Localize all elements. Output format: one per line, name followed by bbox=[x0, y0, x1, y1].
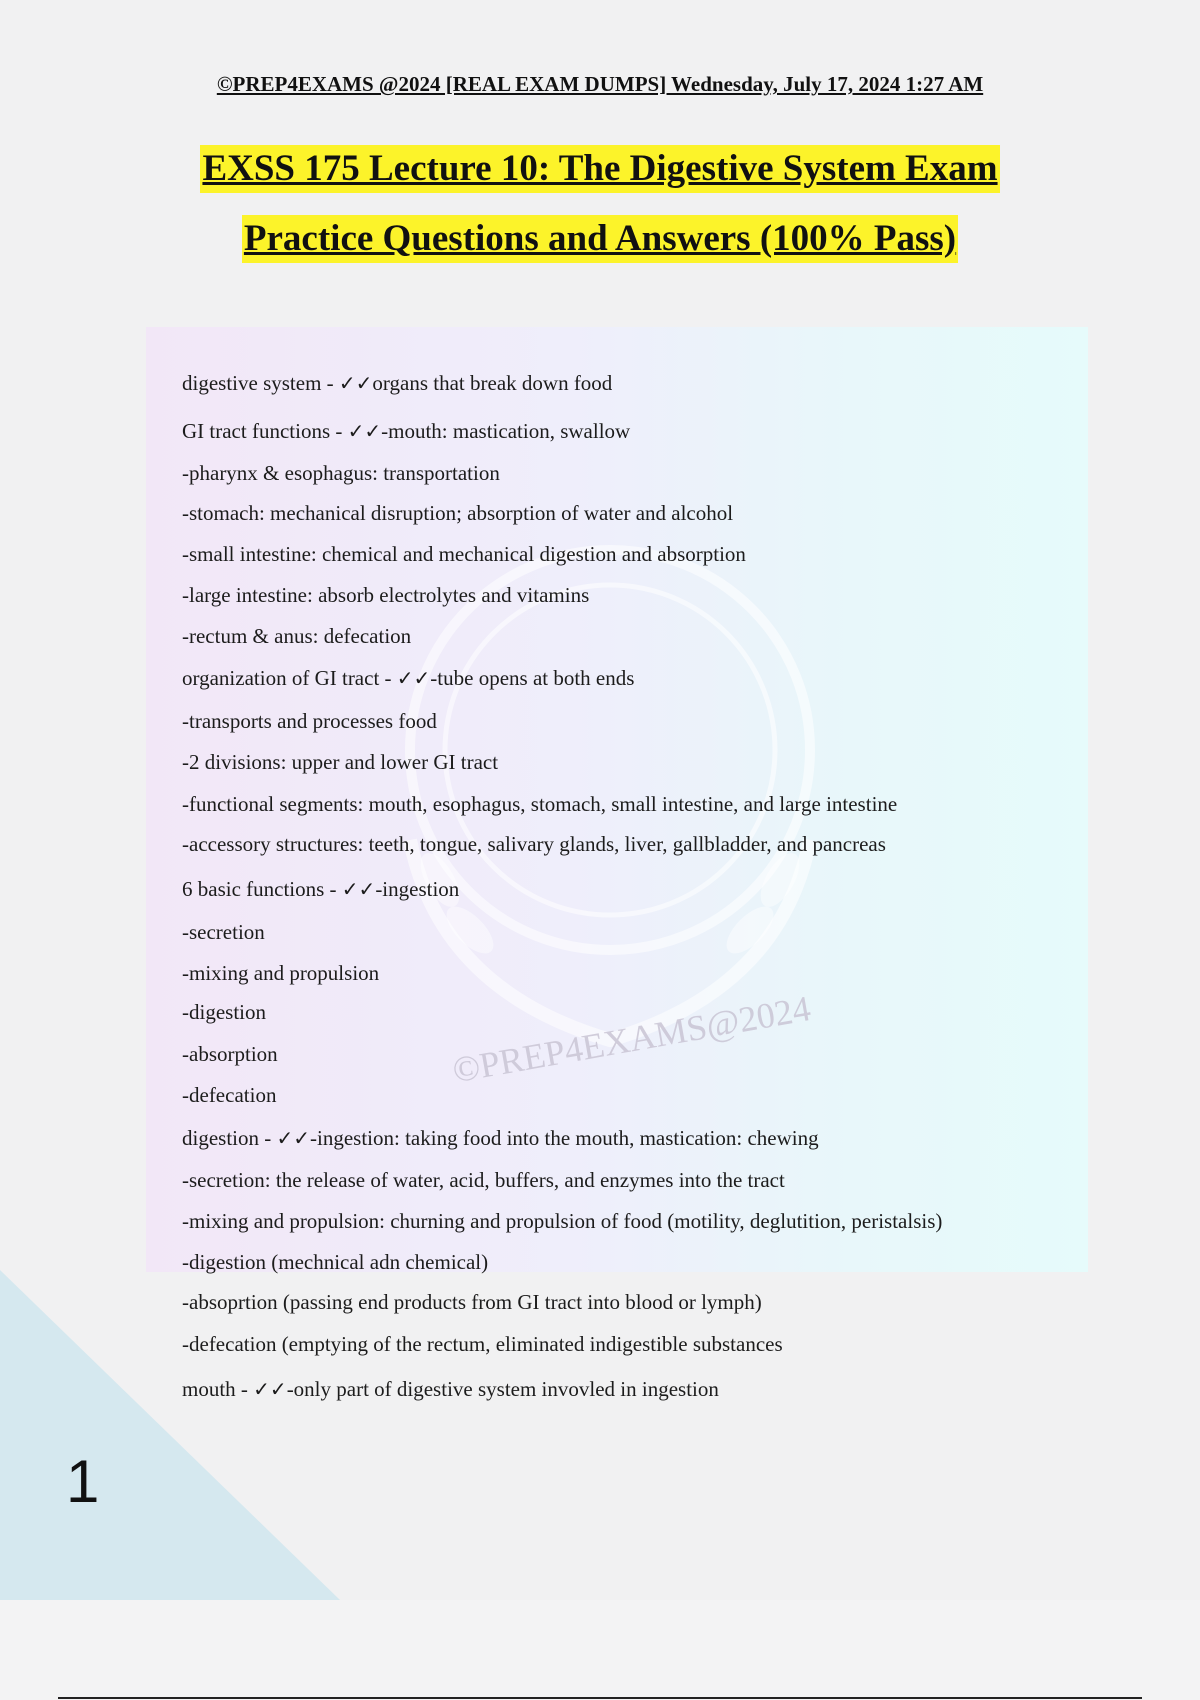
qa-text: -tube opens at both ends bbox=[430, 666, 635, 690]
qa-text: -large intestine: absorb electrolytes and vitamins bbox=[182, 583, 590, 607]
qa-line bbox=[182, 1378, 719, 1400]
qa-line bbox=[182, 420, 630, 442]
qa-line bbox=[182, 751, 498, 773]
qa-text: -mouth: mastication, swallow bbox=[381, 419, 631, 443]
document-title bbox=[0, 145, 1200, 263]
title-line-2: Practice Questions and Answers (100% Pass) bbox=[242, 215, 958, 263]
qa-text: -mixing and propulsion: churning and propulsion of food (motility, deglutition, peristalsis) bbox=[182, 1209, 943, 1233]
qa-text: -secretion bbox=[182, 920, 265, 944]
qa-term: digestion - bbox=[182, 1126, 277, 1150]
checkmark-icon: ✓✓ bbox=[341, 877, 376, 901]
qa-text: -ingestion: taking food into the mouth, mastication: chewing bbox=[310, 1126, 819, 1150]
qa-line bbox=[182, 878, 459, 900]
footer-divider bbox=[58, 1697, 1142, 1699]
qa-line bbox=[182, 962, 379, 984]
qa-line bbox=[182, 462, 500, 484]
qa-text: organs that break down food bbox=[372, 371, 613, 395]
qa-line bbox=[182, 1043, 278, 1065]
qa-line bbox=[182, 1210, 942, 1232]
qa-text: -accessory structures: teeth, tongue, salivary glands, liver, gallbladder, and pancreas bbox=[182, 832, 886, 856]
qa-text: -pharynx & esophagus: transportation bbox=[182, 461, 500, 485]
corner-decoration bbox=[0, 1270, 340, 1600]
qa-text: -rectum & anus: defecation bbox=[182, 624, 412, 648]
qa-text: -small intestine: chemical and mechanical digestion and absorption bbox=[182, 542, 746, 566]
qa-line bbox=[182, 710, 437, 732]
qa-line bbox=[182, 793, 897, 815]
qa-text: -transports and processes food bbox=[182, 709, 437, 733]
qa-text: -absoprtion (passing end products from GI tract into blood or lymph) bbox=[182, 1290, 762, 1314]
watermark-text: ©PREP4EXAMS@2024 bbox=[449, 988, 814, 1091]
qa-line bbox=[182, 543, 746, 565]
qa-text: -2 divisions: upper and lower GI tract bbox=[182, 750, 499, 774]
qa-line bbox=[182, 372, 612, 394]
qa-text: -defecation (emptying of the rectum, eliminated indigestible substances bbox=[182, 1332, 783, 1356]
checkmark-icon: ✓✓ bbox=[338, 371, 373, 395]
qa-text: -secretion: the release of water, acid, buffers, and enzymes into the tract bbox=[182, 1168, 785, 1192]
qa-line bbox=[182, 833, 886, 855]
qa-line bbox=[182, 625, 411, 647]
qa-line bbox=[182, 1169, 785, 1191]
qa-term: organization of GI tract - bbox=[182, 666, 397, 690]
qa-line bbox=[182, 502, 733, 524]
qa-term: mouth - bbox=[182, 1377, 254, 1401]
qa-line bbox=[182, 667, 634, 689]
title-line-1: EXSS 175 Lecture 10: The Digestive System Exam bbox=[200, 145, 999, 193]
qa-line bbox=[182, 1251, 488, 1273]
qa-text: -only part of digestive system invovled in ingestion bbox=[286, 1377, 719, 1401]
qa-text: -stomach: mechanical disruption; absorption of water and alcohol bbox=[182, 501, 734, 525]
document-header: ©PREP4EXAMS @2024 [REAL EXAM DUMPS] Wednesday, July 17, 2024 1:27 AM bbox=[216, 72, 984, 96]
qa-text: -absorption bbox=[182, 1042, 278, 1066]
qa-term: 6 basic functions - bbox=[182, 877, 342, 901]
checkmark-icon: ✓✓ bbox=[276, 1126, 311, 1150]
qa-text: -mixing and propulsion bbox=[182, 961, 380, 985]
qa-line bbox=[182, 1084, 276, 1106]
qa-line bbox=[182, 1291, 762, 1313]
qa-text: -digestion (mechnical adn chemical) bbox=[182, 1250, 489, 1274]
qa-term: digestive system - bbox=[182, 371, 339, 395]
qa-text: -digestion bbox=[182, 1000, 266, 1024]
checkmark-icon: ✓✓ bbox=[396, 666, 431, 690]
qa-line bbox=[182, 584, 589, 606]
qa-text: -ingestion bbox=[375, 877, 460, 901]
checkmark-icon: ✓✓ bbox=[253, 1377, 287, 1401]
qa-text: -defecation bbox=[182, 1083, 277, 1107]
qa-line bbox=[182, 1001, 266, 1023]
qa-line bbox=[182, 921, 265, 943]
qa-text: -functional segments: mouth, esophagus, stomach, small intestine, and large intestine bbox=[182, 792, 898, 816]
page-number: 1 bbox=[66, 1448, 100, 1515]
qa-line bbox=[182, 1333, 783, 1355]
checkmark-icon: ✓✓ bbox=[347, 419, 382, 443]
qa-term: GI tract functions - bbox=[182, 419, 348, 443]
qa-line bbox=[182, 1127, 819, 1149]
